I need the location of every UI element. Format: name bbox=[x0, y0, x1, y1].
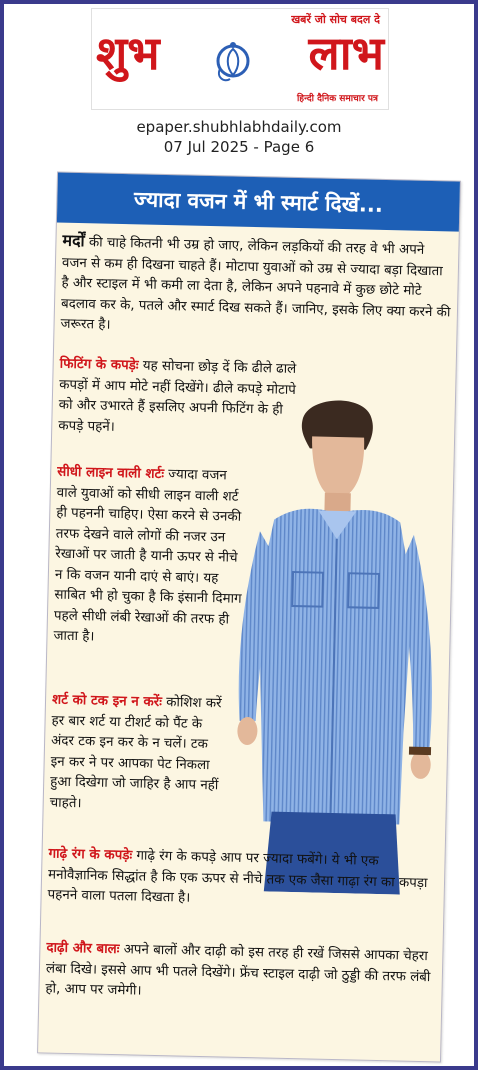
logo-word-left: शुभ bbox=[96, 26, 160, 80]
intro-lead-word: मर्दों bbox=[62, 230, 85, 251]
source-url: epaper.shubhlabhdaily.com bbox=[136, 118, 342, 136]
masthead-logo bbox=[91, 8, 389, 110]
section-no-tuck-text: कोशिश करें हर बार शर्ट या टीशर्ट को पैंट के अंदर टक इन कर के न चलें। टक इन कर ने पर आपका पेट निकला हुआ दिखेगा जो जाहिर है आप नहीं चाहते। bbox=[49, 695, 222, 811]
article-clipping bbox=[37, 172, 461, 1063]
intro-text: की चाहे कितनी भी उम्र हो जाए, लेकिन लड़कियों की तरह वे भी अपने वजन से कम ही दिखना चाहते हैं। मोटापा युवाओं को उम्र से ज्यादा बड़ा दिखाता है और स्टाइल में भी कमी ला देता है, लेकिन अपने पहनावे में कुछ छोटे मोटे बदलाव कर के, पतले और स्मार्ट दिख सकते हैं। जानिए, इसके लिए क्या करने की जरूरत है। bbox=[60, 235, 451, 333]
section-fitting-heading: फिटिंग के कपड़ेः bbox=[59, 356, 139, 374]
section-dark-colors bbox=[47, 845, 438, 915]
section-straight-line-text: ज्यादा वजन वाले युवाओं को सीधी लाइन वाली शर्ट ही पहननी चाहिए। ऐसा करने से उनकी तरफ देखने वाले लोगों की नजर उन रेखाओं पर जाती है यानी ऊपर से नीचे न कि वजन यानी दाएं से बाएं। यह साबित भी हो चुका है कि इंसानी दिमाग पहले सीधी लंबी रेखाओं की तरफ ही जाता है। bbox=[53, 467, 242, 645]
masthead-tagline: खबरें जो सोच बदल दे bbox=[291, 13, 380, 26]
section-beard-hair-text: अपने बालों और दाढ़ी को इस तरह ही रखें जिससे आपका चेहरा लंबा दिखे। इससे आप भी पतले दिखेंगे। फ्रेंच स्टाइल दाढ़ी जो ठुड्डी की तरफ लंबी हो, आप पर जमेगी। bbox=[45, 942, 431, 999]
section-no-tuck bbox=[49, 691, 222, 818]
section-dark-colors-heading: गाढ़े रंग के कपड़ेः bbox=[48, 846, 133, 864]
logo-word-right: लाभ bbox=[308, 26, 384, 80]
article-intro bbox=[60, 231, 452, 344]
section-fitting-text: यह सोचना छोड़ दें कि ढीले ढाले कपड़ों में आप मोटे नहीं दिखेंगे। ढीले कपड़े मोटापे को और उभारते हैं इसलिए अपनी फिटिंग के ही कपड़े पहनें। bbox=[58, 358, 297, 435]
section-beard-hair bbox=[45, 938, 436, 1008]
article-headline: ज्यादा वजन में भी स्मार्ट दिखें... bbox=[57, 173, 460, 232]
section-fitting bbox=[58, 355, 310, 443]
masthead-subtagline: हिन्दी दैनिक समाचार पत्र bbox=[296, 94, 378, 104]
section-dark-colors-text: गाढ़े रंग के कपड़े आप पर ज्यादा फबेंगे। ये भी एक मनोवैज्ञानिक सिद्धांत है कि एक ऊपर से नीचे तक एक जैसा गाढ़ा रंग का कपड़ा पहनने वाला पतला दिखता है। bbox=[47, 848, 428, 906]
ganesh-icon bbox=[208, 39, 258, 85]
source-date-page: 07 Jul 2025 - Page 6 bbox=[163, 138, 315, 156]
section-beard-hair-heading: दाढ़ी और बालः bbox=[46, 940, 120, 958]
section-no-tuck-heading: शर्ट को टक इन न करेंः bbox=[51, 692, 163, 711]
section-straight-line-heading: सीधी लाइन वाली शर्टः bbox=[57, 464, 165, 483]
section-straight-line-shirt bbox=[53, 463, 247, 652]
